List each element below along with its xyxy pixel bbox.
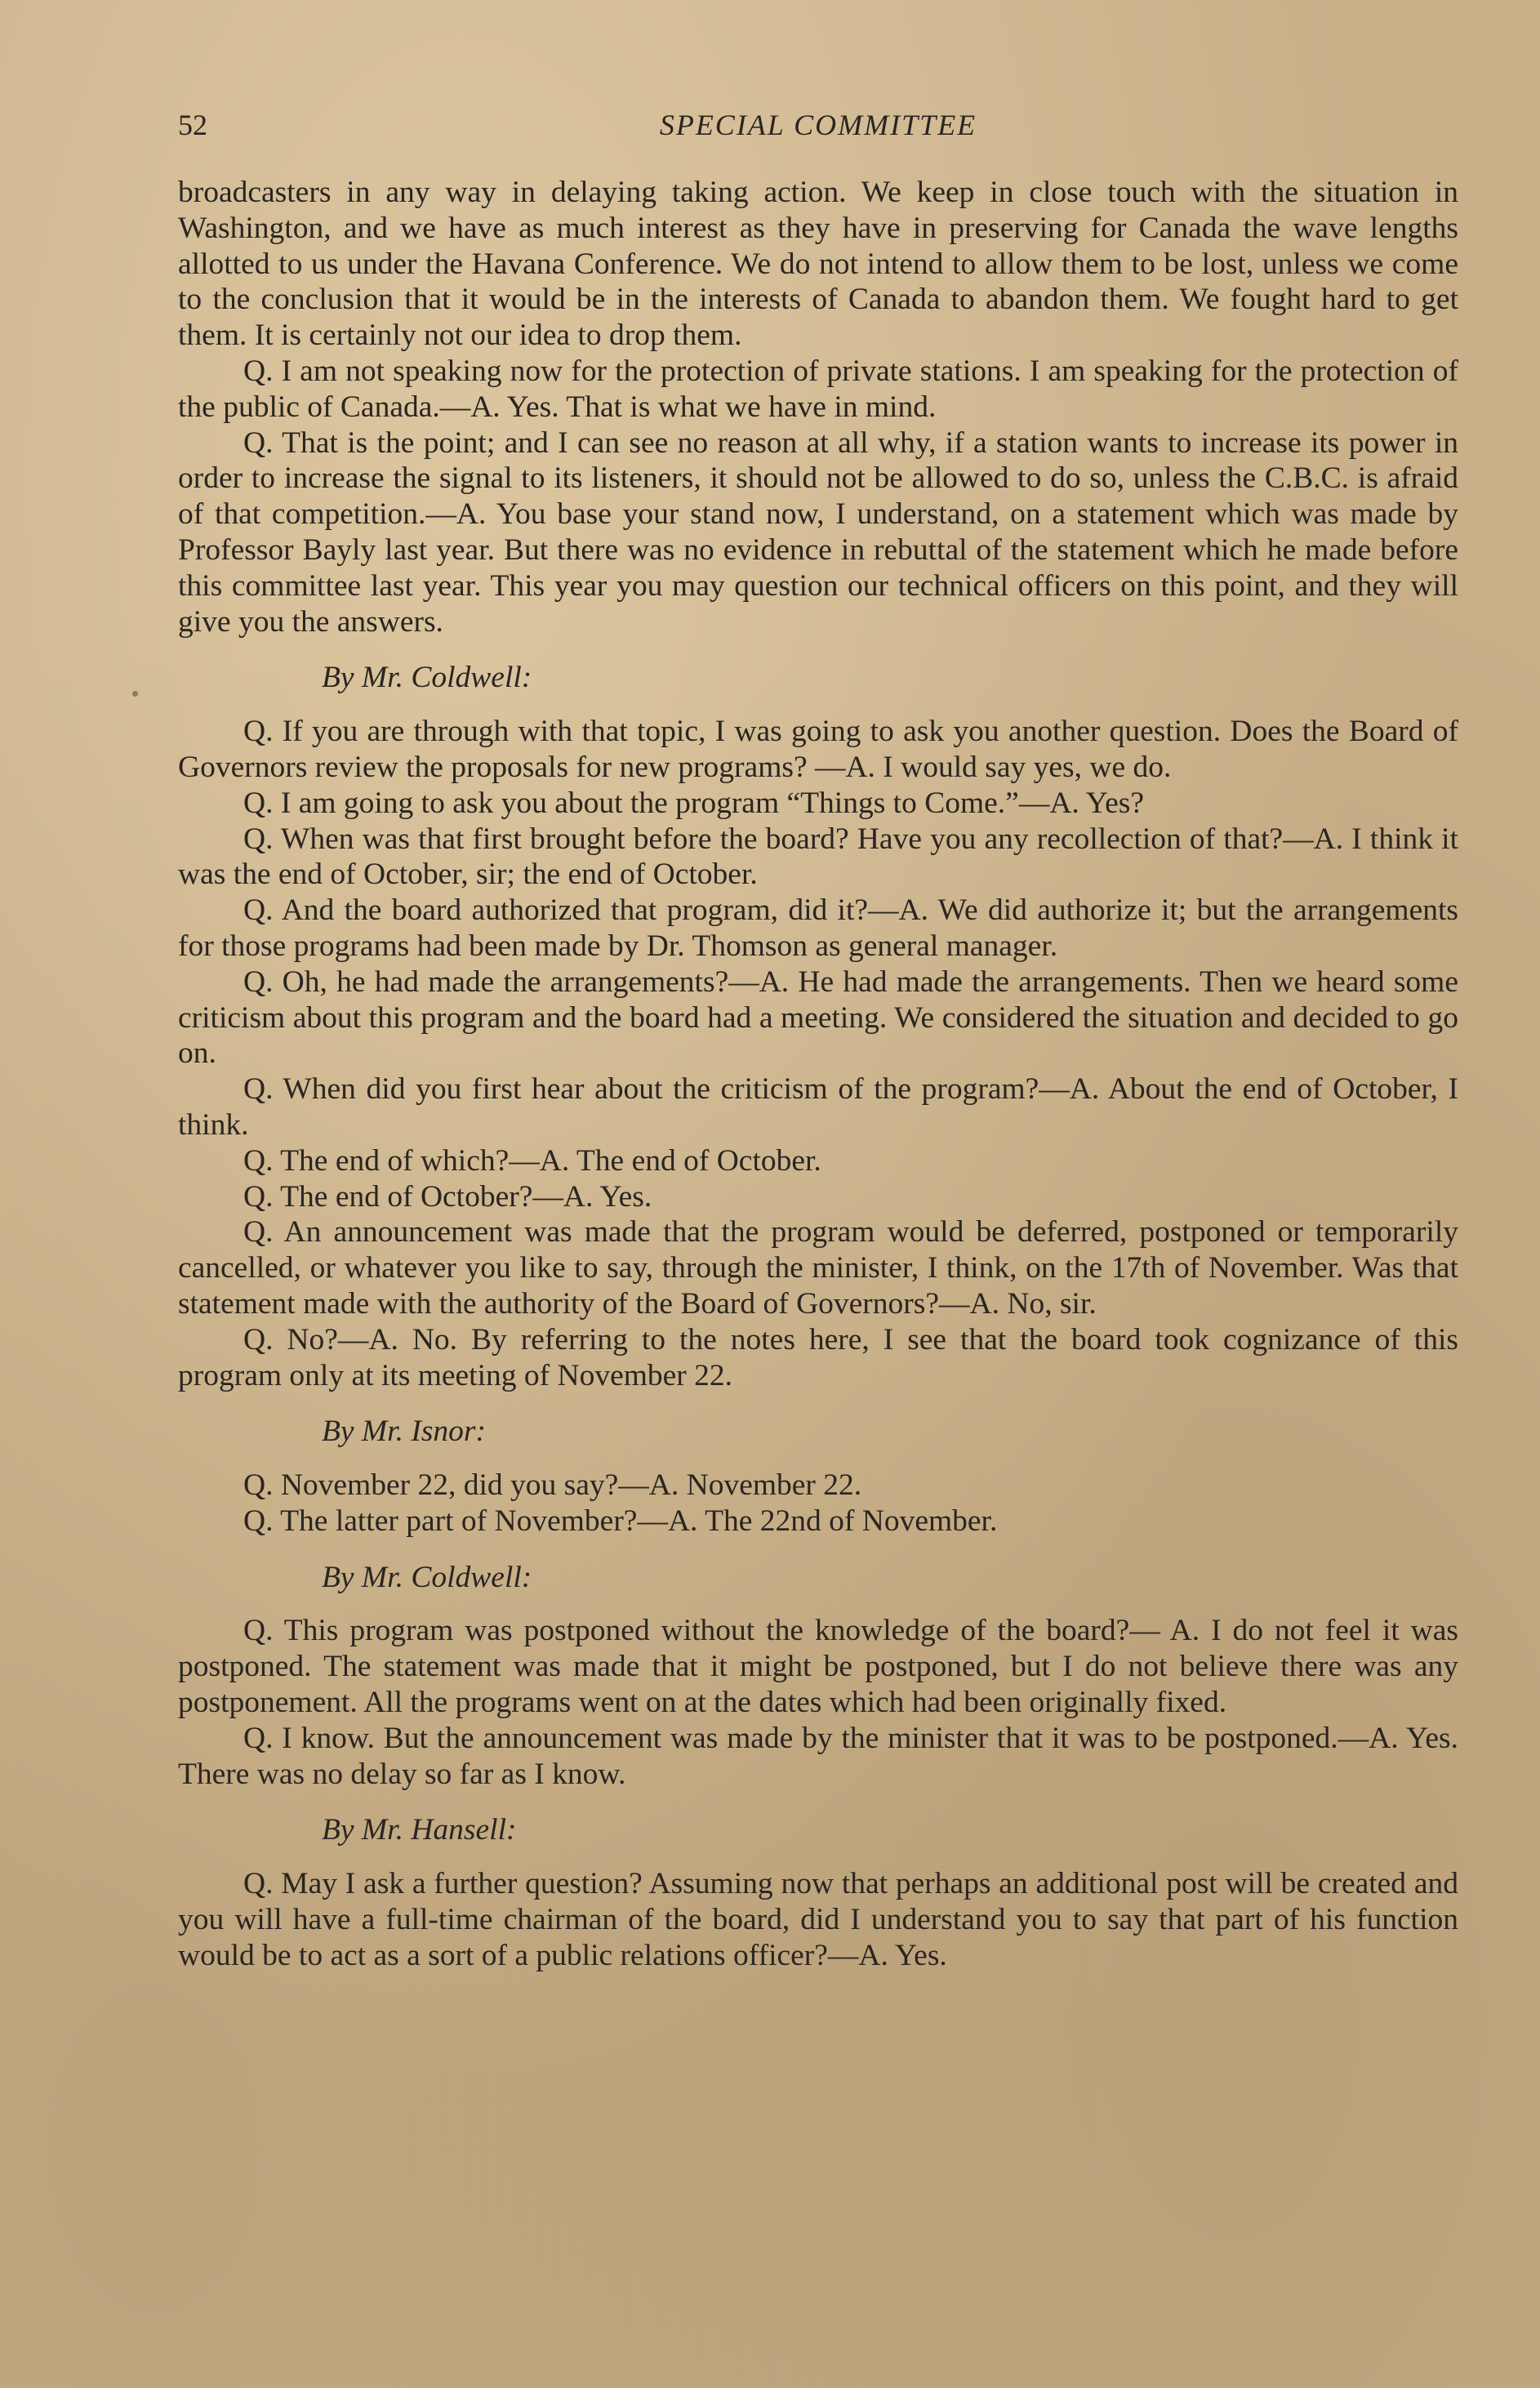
running-title: SPECIAL COMMITTEE — [659, 109, 977, 141]
paragraph-continuation: broadcasters in any way in delaying taking action. We keep in close touch with the situation in Washington, and we have as much interest as they have in preserving for Canada the wave lengths allotted to us under the Havana Conference. We do not intend to allow them to be lost, unless we come to the conclusion that it would be in the interests of Canada to abandon them. We fought hard to get them. It is certainly not our idea to drop them. — [178, 176, 1458, 353]
margin-mark — [132, 691, 138, 697]
body-text — [178, 175, 1458, 1974]
qa-paragraph: Q. The latter part of November?—A. The 22nd of November. — [243, 1504, 998, 1538]
qa-paragraph: Q. This program was postponed without the knowledge of the board?— A. I do not feel it was postponed. The statement was made that it might be postponed, but I do not believe there was any postponement. All the programs went on at the dates which had been originally fixed. — [178, 1614, 1458, 1720]
qa-paragraph: Q. And the board authorized that program, did it?—A. We did authorize it; but the arrangements for those programs had been made by Dr. Thomson as general manager. — [178, 893, 1458, 963]
qa-paragraph: Q. May I ask a further question? Assuming now that perhaps an additional post will be created and you will have a full-time chairman of the board, did I understand you to say that part of his function would be to act as a sort of a public relations officer?—A. Yes. — [178, 1867, 1458, 1972]
speaker-heading: By Mr. Hansell: — [322, 1813, 517, 1847]
speaker-heading: By Mr. Coldwell: — [322, 1560, 532, 1594]
qa-paragraph: Q. No?—A. No. By referring to the notes here, I see that the board took cognizance of this program only at its meeting of November 22. — [178, 1322, 1458, 1392]
speaker-heading: By Mr. Isnor: — [322, 1415, 487, 1449]
qa-paragraph: Q. The end of which?—A. The end of October. — [243, 1143, 821, 1178]
qa-paragraph: Q. When was that first brought before the board? Have you any recollection of that?—A. I think it was the end of October, sir; the end of October. — [178, 822, 1458, 892]
qa-paragraph: Q. That is the point; and I can see no reason at all why, if a station wants to increase its power in order to increase the signal to its listeners, it should not be allowed to do so, unless the C.B.C. is afraid of that competition.—A. You base your stand now, I understand, on a statement which was made by Professor Bayly last year. But there was no evidence in rebuttal of the statement which he made before this committee last year. This year you may question our technical officers on this point, and they will give you the answers. — [178, 425, 1458, 639]
qa-paragraph: Q. I am not speaking now for the protection of private stations. I am speaking for the protection of the public of Canada.—A. Yes. That is what we have in mind. — [178, 354, 1458, 424]
qa-paragraph: Q. When did you first hear about the criticism of the program?—A. About the end of October, I think. — [178, 1072, 1458, 1142]
speaker-heading: By Mr. Coldwell: — [322, 661, 532, 695]
qa-paragraph: Q. If you are through with that topic, I was going to ask you another question. Does the Board of Governors review the proposals for new programs? —A. I would say yes, we do. — [178, 715, 1458, 784]
qa-paragraph: Q. The end of October?—A. Yes. — [243, 1179, 652, 1214]
page-header — [178, 105, 1458, 154]
qa-paragraph: Q. November 22, did you say?—A. November 22. — [243, 1468, 862, 1503]
page-number: 52 — [178, 109, 207, 141]
qa-paragraph: Q. I am going to ask you about the program “Things to Come.”—A. Yes? — [243, 786, 1144, 820]
qa-paragraph: Q. An announcement was made that the program would be deferred, postponed or temporarily cancelled, or whatever you like to say, through the minister, I think, on the 17th of November. Was that statement made with the authority of the Board of Governors?—A. No, sir. — [178, 1215, 1458, 1321]
qa-paragraph: Q. Oh, he had made the arrangements?—A. He had made the arrangements. Then we heard some criticism about this program and the board had a meeting. We considered the situation and decided to go on. — [178, 965, 1458, 1071]
qa-paragraph: Q. I know. But the announcement was made by the minister that it was to be postponed.—A. Yes. There was no delay so far as I know. — [178, 1721, 1458, 1791]
